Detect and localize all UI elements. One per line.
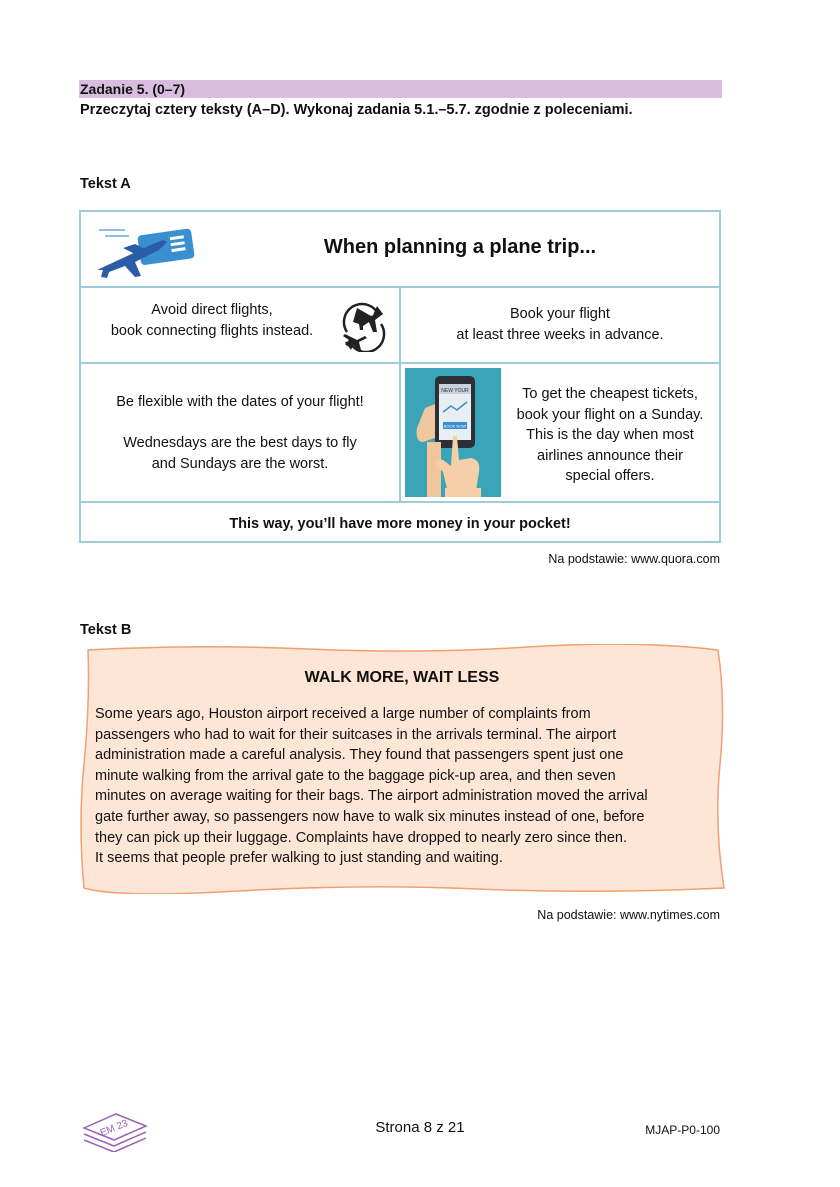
tip-line: To get the cheapest tickets, bbox=[522, 386, 698, 402]
table-divider bbox=[81, 501, 719, 503]
tip-line: book connecting flights instead. bbox=[110, 323, 314, 339]
tip-line: special offers. bbox=[565, 468, 655, 484]
text-a-table bbox=[79, 210, 721, 543]
document-code: MJAP-P0-100 bbox=[645, 1123, 720, 1137]
phone-screen-text: NEW YOUR bbox=[441, 388, 469, 394]
tip-line: Avoid direct flights, bbox=[151, 302, 273, 318]
text-b-line: minute walking from the arrival gate to the baggage pick-up area, and then seven bbox=[95, 767, 616, 784]
text-b-source: Na podstawie: www.nytimes.com bbox=[537, 908, 720, 922]
text-b-body bbox=[95, 704, 715, 869]
text-b-line: Some years ago, Houston airport received a large number of complaints from bbox=[95, 706, 591, 722]
tip-line: Be flexible with the dates of your flight! bbox=[116, 394, 364, 410]
page-number: Strona 8 z 21 bbox=[375, 1119, 465, 1136]
text-a-heading: When planning a plane trip... bbox=[323, 236, 597, 258]
tip-line: airlines announce their bbox=[537, 447, 683, 464]
text-b-title: WALK MORE, WAIT LESS bbox=[304, 669, 500, 686]
text-b-line: gate further away, so passengers now have to walk six minutes instead of one, before bbox=[95, 808, 645, 825]
text-b-line: passengers who had to wait for their suitcases in the arrivals terminal. The airport bbox=[95, 726, 617, 743]
phone-button-text: BOOK NOW bbox=[443, 423, 467, 429]
tip-line: This is the day when most bbox=[526, 427, 694, 443]
tip-flexible-dates bbox=[81, 364, 399, 501]
tip-line: at least three weeks in advance. bbox=[456, 327, 664, 343]
task-title: Zadanie 5. (0–7) bbox=[80, 81, 186, 97]
text-b-line: they can pick up their luggage. Complaints have dropped to nearly zero since then. bbox=[95, 829, 627, 846]
text-b-line: minutes on average waiting for their bags. The airport administration moved the arrival bbox=[95, 788, 648, 805]
phone-booking-icon bbox=[405, 368, 501, 497]
tip-line: Wednesdays are the best days to fly bbox=[123, 435, 357, 451]
text-b-line: It seems that people prefer walking to just standing and waiting. bbox=[95, 850, 503, 867]
tip-sunday-booking bbox=[401, 364, 719, 501]
text-a-footer: This way, you’ll have more money in your pocket! bbox=[229, 516, 571, 532]
task-instruction: Przeczytaj cztery teksty (A–D). Wykonaj zadania 5.1.–5.7. zgodnie z poleceniami. bbox=[80, 102, 633, 118]
text-a-header bbox=[81, 212, 719, 286]
tip-connecting-flights bbox=[81, 288, 399, 362]
connecting-flights-icon bbox=[337, 302, 391, 352]
text-b-line: administration made a careful analysis. They found that passengers spent just one bbox=[95, 747, 624, 764]
tip-line: Book your flight bbox=[510, 306, 610, 322]
text-b-label: Tekst B bbox=[80, 622, 132, 638]
tip-book-early bbox=[401, 288, 719, 362]
logo-text: EM 23 bbox=[98, 1117, 130, 1139]
text-a-source: Na podstawie: www.quora.com bbox=[548, 552, 720, 566]
text-a-label: Tekst A bbox=[80, 176, 131, 192]
tip-line: and Sundays are the worst. bbox=[151, 456, 329, 472]
tip-line: book your flight on a Sunday. bbox=[516, 406, 704, 423]
